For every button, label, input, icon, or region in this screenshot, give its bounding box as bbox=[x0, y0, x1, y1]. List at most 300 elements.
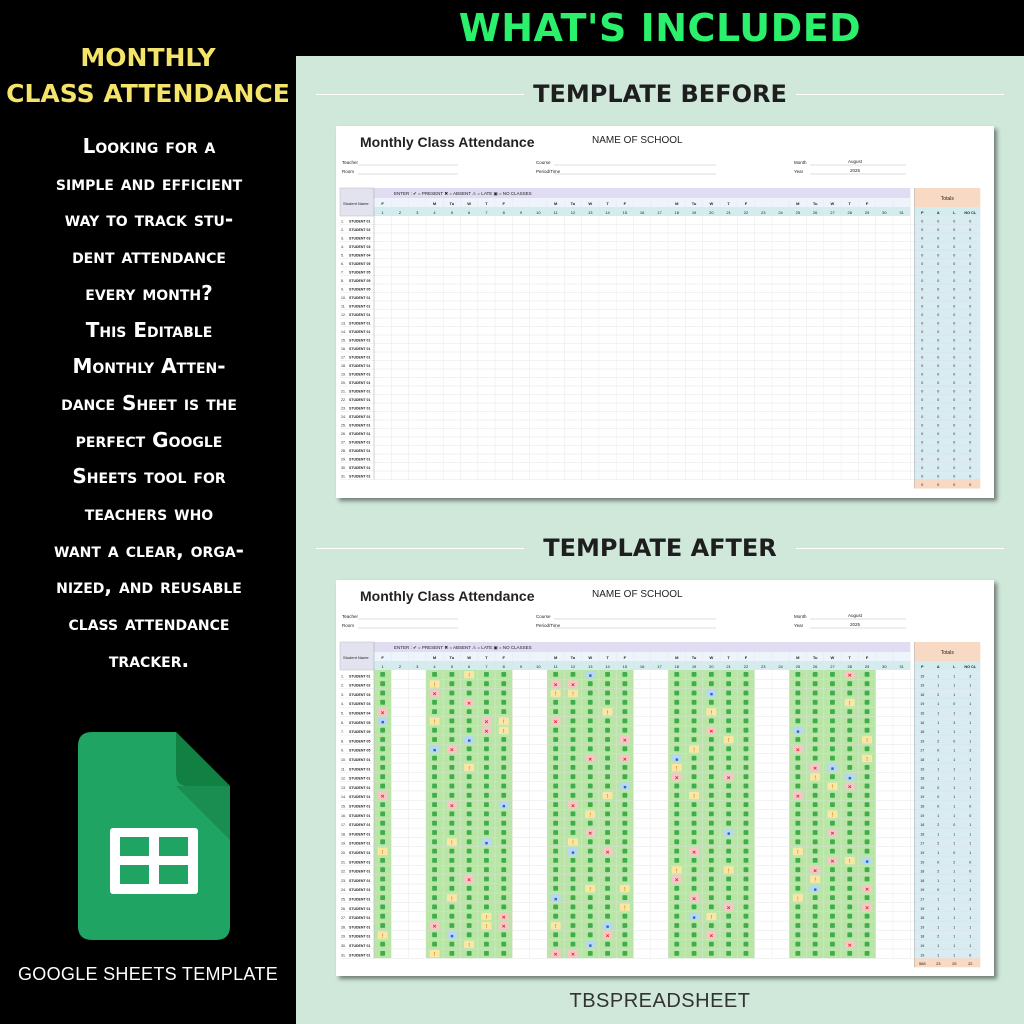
status-symbol: ! bbox=[606, 710, 609, 717]
present-mark bbox=[726, 719, 731, 724]
row-number: 14. bbox=[341, 795, 346, 800]
status-symbol: ✕ bbox=[380, 794, 385, 800]
present-mark bbox=[501, 849, 506, 854]
present-mark bbox=[622, 691, 627, 696]
present-mark bbox=[865, 839, 870, 844]
day-number: 17 bbox=[657, 664, 662, 669]
row-total: 0 bbox=[969, 860, 972, 865]
present-mark bbox=[622, 951, 627, 956]
present-mark bbox=[432, 839, 437, 844]
present-mark bbox=[726, 932, 731, 937]
present-mark bbox=[605, 830, 610, 835]
row-total: 19 bbox=[920, 953, 925, 958]
row-total: 0 bbox=[953, 296, 956, 300]
row-number: 26. bbox=[341, 432, 346, 436]
row-total: 0 bbox=[969, 270, 972, 275]
present-mark bbox=[830, 839, 835, 844]
row-total: 18 bbox=[920, 916, 925, 921]
present-mark bbox=[553, 830, 558, 835]
row-number: 19. bbox=[341, 372, 346, 377]
status-symbol: ! bbox=[433, 719, 436, 726]
row-total: 1 bbox=[953, 785, 956, 790]
row-number: 30. bbox=[341, 944, 346, 948]
day-number: 30 bbox=[882, 210, 887, 215]
row-total: 0 bbox=[953, 236, 956, 241]
status-symbol: ! bbox=[866, 756, 868, 763]
template-before-screenshot bbox=[336, 126, 994, 498]
row-total: 19 bbox=[920, 888, 925, 893]
brand-footer: TBSPREADSHEET bbox=[569, 990, 751, 1012]
present-mark bbox=[484, 756, 489, 761]
row-total: 18 bbox=[920, 878, 925, 883]
row-total: 1 bbox=[953, 925, 956, 930]
student-name: STUDENT 01 bbox=[349, 851, 371, 855]
status-symbol: ✕ bbox=[726, 775, 731, 782]
present-mark bbox=[432, 700, 437, 705]
row-total: 0 bbox=[921, 355, 924, 360]
row-total: 0 bbox=[969, 449, 972, 453]
totals-col-header: A bbox=[936, 211, 940, 215]
row-number: 10. bbox=[341, 296, 346, 300]
present-mark bbox=[484, 932, 489, 937]
present-mark bbox=[605, 691, 610, 696]
status-symbol: ✕ bbox=[553, 682, 558, 689]
row-total: 1 bbox=[953, 767, 956, 772]
student-name: STUDENT 01 bbox=[349, 860, 371, 865]
weekday-label: T bbox=[727, 201, 730, 206]
present-mark bbox=[588, 719, 593, 724]
row-total: 1 bbox=[969, 916, 972, 921]
student-name: STUDENT 01 bbox=[349, 474, 371, 479]
day-number: 11 bbox=[553, 664, 558, 669]
row-number: 25. bbox=[341, 423, 346, 428]
present-mark bbox=[865, 681, 870, 686]
day-number: 14 bbox=[605, 664, 610, 669]
present-mark bbox=[553, 886, 558, 891]
student-name: STUDENT 01 bbox=[349, 330, 371, 334]
present-mark bbox=[795, 784, 800, 789]
present-mark bbox=[692, 756, 697, 761]
status-symbol: ! bbox=[814, 775, 816, 782]
day-number: 20 bbox=[709, 210, 714, 215]
present-mark bbox=[467, 746, 472, 751]
row-total: 0 bbox=[937, 449, 940, 453]
day-number: 21 bbox=[726, 210, 731, 215]
row-total: 0 bbox=[921, 228, 924, 232]
status-symbol: ! bbox=[451, 840, 453, 847]
weekday-label: M bbox=[432, 201, 437, 206]
status-symbol: ✕ bbox=[432, 691, 437, 698]
status-symbol: ✕ bbox=[795, 794, 800, 800]
present-mark bbox=[692, 737, 697, 742]
status-symbol: ✕ bbox=[830, 859, 835, 866]
present-mark bbox=[847, 802, 852, 807]
status-symbol: ! bbox=[831, 812, 834, 819]
present-mark bbox=[501, 765, 506, 770]
present-mark bbox=[847, 746, 852, 751]
present-mark bbox=[432, 914, 437, 919]
present-mark bbox=[709, 942, 714, 947]
day-number: 22 bbox=[743, 664, 749, 669]
present-mark bbox=[692, 932, 697, 937]
present-mark bbox=[588, 709, 593, 714]
present-mark bbox=[432, 672, 437, 677]
row-number: 2. bbox=[341, 228, 344, 232]
row-total: 0 bbox=[937, 474, 940, 479]
status-symbol: ✕ bbox=[605, 849, 610, 856]
present-mark bbox=[571, 737, 576, 742]
present-mark bbox=[484, 784, 489, 789]
present-mark bbox=[501, 812, 506, 817]
present-mark bbox=[571, 765, 576, 770]
present-mark bbox=[501, 774, 506, 779]
row-total: 1 bbox=[969, 702, 972, 707]
status-symbol: ✕ bbox=[813, 766, 818, 773]
present-mark bbox=[467, 895, 472, 900]
present-mark bbox=[484, 877, 489, 882]
present-mark bbox=[795, 812, 800, 817]
row-number: 29. bbox=[341, 457, 346, 462]
row-number: 15. bbox=[341, 804, 346, 809]
legend-text: ENTER : ✔ = PRESENT ✖ = ABSENT ⚠ = LATE ▣ = NO CLASSES bbox=[394, 191, 532, 196]
row-total: 1 bbox=[953, 934, 956, 939]
day-number: 10 bbox=[536, 664, 541, 669]
row-total: 0 bbox=[937, 262, 940, 266]
present-mark bbox=[709, 756, 714, 761]
row-total: 0 bbox=[953, 364, 956, 368]
present-mark bbox=[709, 774, 714, 779]
day-number: 25 bbox=[795, 210, 801, 215]
present-mark bbox=[553, 802, 558, 807]
row-total: 17 bbox=[920, 897, 925, 902]
row-number: 9. bbox=[341, 287, 344, 292]
student-name: STUDENT 01 bbox=[349, 878, 371, 883]
row-total: 0 bbox=[921, 236, 924, 241]
row-total: 0 bbox=[937, 287, 940, 292]
row-total: 2 bbox=[937, 692, 940, 697]
present-mark bbox=[674, 932, 679, 937]
present-mark bbox=[847, 830, 852, 835]
present-mark bbox=[692, 839, 697, 844]
row-total: 1 bbox=[937, 878, 940, 883]
present-mark bbox=[813, 951, 818, 956]
row-total: 0 bbox=[921, 321, 924, 326]
present-mark bbox=[432, 728, 437, 733]
row-number: 8. bbox=[341, 279, 344, 283]
present-mark bbox=[744, 802, 749, 807]
present-mark bbox=[622, 746, 627, 751]
present-mark bbox=[744, 672, 749, 677]
row-total: 19 bbox=[920, 925, 925, 930]
present-mark bbox=[588, 737, 593, 742]
year-value: 2025 bbox=[850, 622, 861, 627]
present-mark bbox=[726, 802, 731, 807]
row-total: 0 bbox=[937, 795, 940, 800]
row-number: 13. bbox=[341, 321, 346, 326]
present-mark bbox=[726, 691, 731, 696]
status-symbol: ! bbox=[710, 710, 713, 717]
present-mark bbox=[571, 877, 576, 882]
row-total: 1 bbox=[937, 832, 940, 837]
present-mark bbox=[865, 709, 870, 714]
present-mark bbox=[501, 839, 506, 844]
sidebar-description-line: Sheets tool for bbox=[72, 464, 226, 489]
status-symbol: ✕ bbox=[847, 784, 852, 791]
present-mark bbox=[813, 858, 818, 863]
status-symbol: ✕ bbox=[813, 868, 818, 875]
present-mark bbox=[449, 905, 454, 910]
present-mark bbox=[484, 765, 489, 770]
student-name: STUDENT 05 bbox=[349, 730, 371, 735]
present-mark bbox=[571, 774, 576, 779]
student-name: STUDENT 01 bbox=[349, 296, 371, 300]
present-mark bbox=[622, 812, 627, 817]
present-mark bbox=[380, 923, 385, 928]
present-mark bbox=[501, 746, 506, 751]
row-total: 0 bbox=[937, 860, 940, 865]
present-mark bbox=[795, 839, 800, 844]
present-mark bbox=[467, 821, 472, 826]
present-mark bbox=[484, 858, 489, 863]
row-total: 1 bbox=[953, 711, 956, 716]
student-name: STUDENT 03 bbox=[349, 702, 371, 707]
status-symbol: ! bbox=[381, 933, 384, 940]
present-mark bbox=[744, 756, 749, 761]
present-mark bbox=[813, 905, 818, 910]
google-sheets-icon bbox=[78, 732, 230, 940]
row-number: 23. bbox=[341, 878, 346, 883]
row-total: 0 bbox=[921, 457, 924, 462]
present-mark bbox=[605, 728, 610, 733]
row-total: 1 bbox=[969, 785, 972, 790]
present-mark bbox=[726, 849, 731, 854]
present-mark bbox=[674, 812, 679, 817]
row-total: 0 bbox=[921, 279, 924, 283]
present-mark bbox=[674, 858, 679, 863]
present-mark bbox=[380, 914, 385, 919]
present-mark bbox=[605, 802, 610, 807]
status-symbol: ✕ bbox=[691, 896, 697, 903]
present-mark bbox=[449, 886, 454, 891]
present-mark bbox=[588, 728, 593, 733]
sidebar-description-line: want a clear, orga- bbox=[54, 537, 244, 562]
status-symbol: ! bbox=[502, 728, 505, 735]
status-symbol: ! bbox=[572, 691, 574, 698]
present-mark bbox=[813, 932, 818, 937]
row-total: 1 bbox=[953, 758, 956, 762]
form-label: Period/Time bbox=[536, 623, 561, 628]
row-number: 11. bbox=[341, 767, 346, 772]
day-number: 26 bbox=[812, 210, 818, 215]
present-mark bbox=[847, 737, 852, 742]
present-mark bbox=[795, 719, 800, 724]
status-symbol: ✕ bbox=[449, 803, 454, 810]
present-mark bbox=[813, 756, 818, 761]
day-number: 29 bbox=[864, 664, 870, 669]
status-symbol: ! bbox=[727, 738, 730, 745]
present-mark bbox=[622, 681, 627, 686]
row-total: 0 bbox=[969, 440, 972, 445]
present-mark bbox=[847, 886, 852, 891]
student-name: STUDENT 01 bbox=[349, 804, 371, 809]
present-mark bbox=[709, 858, 714, 863]
sidebar-description-line: dance Sheet is the bbox=[61, 390, 237, 415]
row-total: 1 bbox=[937, 813, 940, 818]
sidebar-description-line: Looking for a bbox=[82, 134, 216, 158]
present-mark bbox=[588, 877, 593, 882]
present-mark bbox=[432, 765, 437, 770]
row-number: 26. bbox=[341, 906, 346, 911]
present-mark bbox=[674, 802, 679, 807]
present-mark bbox=[467, 709, 472, 714]
row-total: 0 bbox=[953, 279, 956, 283]
present-mark bbox=[432, 858, 437, 863]
status-symbol: ✕ bbox=[432, 924, 437, 931]
present-mark bbox=[553, 709, 558, 714]
row-total: 0 bbox=[953, 338, 956, 343]
present-mark bbox=[865, 895, 870, 900]
day-number: 18 bbox=[674, 664, 679, 669]
present-mark bbox=[674, 830, 679, 835]
row-total: 0 bbox=[937, 804, 940, 809]
present-mark bbox=[674, 719, 679, 724]
present-mark bbox=[571, 812, 576, 817]
row-total: 1 bbox=[953, 841, 956, 846]
present-mark bbox=[553, 737, 558, 742]
present-mark bbox=[571, 719, 576, 724]
row-total: 0 bbox=[953, 449, 956, 453]
grand-total: 25 bbox=[952, 960, 957, 966]
row-total: 0 bbox=[921, 406, 924, 411]
status-symbol: ■ bbox=[588, 673, 592, 680]
present-mark bbox=[467, 681, 472, 686]
present-mark bbox=[571, 942, 576, 947]
weekday-label: T bbox=[606, 201, 609, 206]
row-total: 0 bbox=[937, 432, 940, 436]
present-mark bbox=[622, 728, 627, 733]
present-mark bbox=[501, 895, 506, 900]
student-name: STUDENT 01 bbox=[349, 304, 371, 309]
present-mark bbox=[813, 691, 818, 696]
present-mark bbox=[432, 867, 437, 872]
row-number: 1. bbox=[341, 674, 344, 679]
present-mark bbox=[692, 709, 697, 714]
row-number: 7. bbox=[341, 270, 344, 275]
present-mark bbox=[553, 812, 558, 817]
present-mark bbox=[813, 746, 818, 751]
present-mark bbox=[830, 914, 835, 919]
row-total: 0 bbox=[969, 313, 972, 317]
present-mark bbox=[726, 765, 731, 770]
row-total: 0 bbox=[937, 457, 940, 462]
grand-total: 0 bbox=[921, 482, 924, 487]
present-mark bbox=[622, 765, 627, 770]
present-mark bbox=[380, 830, 385, 835]
row-total: 0 bbox=[937, 338, 940, 343]
status-symbol: ! bbox=[606, 794, 609, 800]
present-mark bbox=[553, 821, 558, 826]
row-total: 0 bbox=[953, 389, 956, 394]
present-mark bbox=[692, 700, 697, 705]
present-mark bbox=[865, 672, 870, 677]
present-mark bbox=[865, 793, 870, 798]
status-symbol: ■ bbox=[623, 784, 627, 791]
status-symbol: ■ bbox=[433, 747, 437, 754]
day-number: 27 bbox=[830, 210, 835, 215]
status-symbol: ■ bbox=[865, 859, 869, 866]
row-total: 0 bbox=[921, 245, 924, 249]
present-mark bbox=[674, 784, 679, 789]
student-name: STUDENT 01 bbox=[349, 389, 371, 394]
present-mark bbox=[830, 746, 835, 751]
present-mark bbox=[380, 765, 385, 770]
present-mark bbox=[744, 793, 749, 798]
present-mark bbox=[588, 895, 593, 900]
day-number: 28 bbox=[847, 664, 852, 669]
row-total: 1 bbox=[953, 804, 956, 809]
row-total: 0 bbox=[969, 423, 972, 428]
weekday-label: W bbox=[709, 655, 714, 660]
row-number: 22. bbox=[341, 398, 346, 402]
student-name: STUDENT 01 bbox=[349, 916, 371, 921]
present-mark bbox=[744, 923, 749, 928]
present-mark bbox=[380, 877, 385, 882]
row-total: 2 bbox=[937, 739, 940, 744]
present-mark bbox=[605, 895, 610, 900]
present-mark bbox=[484, 774, 489, 779]
weekday-label: Tu bbox=[691, 201, 697, 206]
row-total: 3 bbox=[969, 748, 972, 753]
present-mark bbox=[588, 784, 593, 789]
row-total: 19 bbox=[920, 683, 925, 688]
row-total: 0 bbox=[953, 228, 956, 232]
present-mark bbox=[847, 765, 852, 770]
present-mark bbox=[622, 672, 627, 677]
student-name: STUDENT 01 bbox=[349, 813, 371, 818]
school-name: NAME OF SCHOOL bbox=[592, 589, 683, 600]
present-mark bbox=[795, 709, 800, 714]
present-mark bbox=[744, 728, 749, 733]
present-mark bbox=[726, 700, 731, 705]
row-total: 0 bbox=[953, 823, 956, 828]
present-mark bbox=[865, 923, 870, 928]
student-name: STUDENT 01 bbox=[349, 347, 371, 351]
day-number: 6 bbox=[468, 664, 471, 669]
row-number: 10. bbox=[341, 758, 346, 762]
weekday-label: W bbox=[467, 201, 472, 206]
present-mark bbox=[692, 858, 697, 863]
status-symbol: ! bbox=[693, 747, 695, 754]
present-mark bbox=[830, 802, 835, 807]
status-symbol: ■ bbox=[502, 803, 506, 810]
weekday-label: M bbox=[675, 655, 679, 660]
status-symbol: ✕ bbox=[467, 701, 472, 707]
row-total: 1 bbox=[937, 683, 940, 688]
present-mark bbox=[622, 709, 627, 714]
weekday-label: F bbox=[744, 655, 748, 660]
row-total: 0 bbox=[937, 364, 940, 368]
present-mark bbox=[709, 895, 714, 900]
present-mark bbox=[692, 905, 697, 910]
present-mark bbox=[605, 774, 610, 779]
present-mark bbox=[467, 756, 472, 761]
present-mark bbox=[380, 681, 385, 686]
present-mark bbox=[622, 877, 627, 882]
present-mark bbox=[795, 756, 800, 761]
status-symbol: ■ bbox=[450, 933, 454, 940]
present-mark bbox=[605, 821, 610, 826]
present-mark bbox=[692, 942, 697, 947]
